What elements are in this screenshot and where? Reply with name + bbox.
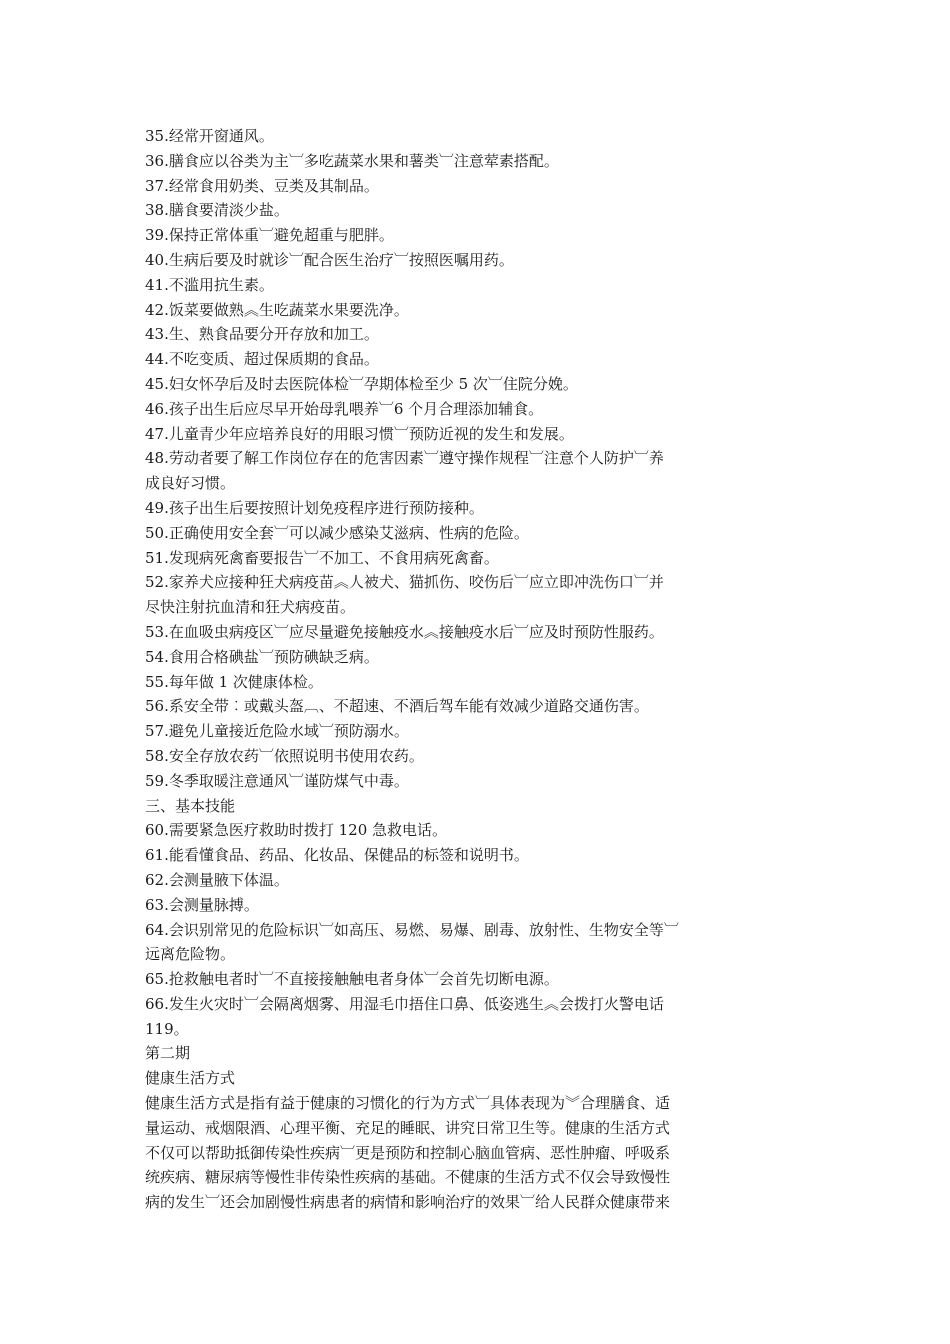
text-line: 健康生活方式是指有益于健康的习惯化的行为方式︺具体表现为︾合理膳食、适 (145, 1094, 671, 1113)
text-line: 量运动、戒烟限酒、心理平衡、充足的睡眠、讲究日常卫生等。健康的生活方式 (145, 1118, 671, 1137)
text-line: 64.会识别常见的危险标识︺如高压、易燃、易爆、剧毒、放射性、生物安全等︺ (145, 920, 679, 939)
text-line: 第二期 (145, 1044, 191, 1063)
text-line: 40.生病后要及时就诊︺配合医生治疗︺按照医嘱用药。 (145, 250, 514, 269)
text-line: 58.安全存放农药︺依照说明书使用农药。 (145, 746, 424, 765)
document-page (145, 124, 745, 1215)
text-line: 49.孩子出生后要按照计划免疫程序进行预防接种。 (145, 498, 484, 517)
text-line: 成良好习惯。 (145, 474, 236, 493)
text-line: 46.孩子出生后应尽早开始母乳喂养︺6 个月合理添加辅食。 (145, 399, 544, 418)
text-line: 61.能看懂食品、药品、化妆品、保健品的标签和说明书。 (145, 846, 529, 865)
text-line: 119。 (145, 1019, 189, 1038)
text-line: 41.不滥用抗生素。 (145, 275, 274, 294)
text-line: 66.发生火灾时︺会隔离烟雾、用湿毛巾捂住口鼻、低姿逃生︽会拨打火警电话 (145, 994, 664, 1013)
text-line: 48.劳动者要了解工作岗位存在的危害因素︺遵守操作规程︺注意个人防护︺养 (145, 449, 664, 468)
text-line: 健康生活方式 (145, 1069, 236, 1088)
text-line: 38.膳食要清淡少盐。 (145, 201, 289, 220)
text-line: 病的发生︺还会加剧慢性病患者的病情和影响治疗的效果︺给人民群众健康带来 (145, 1193, 671, 1212)
text-line: 53.在血吸虫病疫区︺应尽量避免接触疫水︽接触疫水后︺应及时预防性服药。 (145, 622, 664, 641)
text-line: 不仅可以帮助抵御传染性疾病︺更是预防和控制心脑血管病、恶性肿瘤、呼吸系 (145, 1143, 671, 1162)
text-line: 44.不吃变质、超过保质期的食品。 (145, 350, 379, 369)
text-line: 54.食用合格碘盐︺预防碘缺乏病。 (145, 647, 379, 666)
text-line: 远离危险物。 (145, 945, 236, 964)
text-line: 62.会测量腋下体温。 (145, 870, 289, 889)
text-line: 三、基本技能 (145, 796, 236, 815)
text-line: 52.家养犬应接种狂犬病疫苗︽人被犬、猫抓伤、咬伤后︺应立即冲洗伤口︺并 (145, 573, 664, 592)
text-line: 36.膳食应以谷类为主︺多吃蔬菜水果和薯类︺注意荤素搭配。 (145, 151, 559, 170)
text-line: 43.生、熟食品要分开存放和加工。 (145, 325, 379, 344)
text-line: 统疾病、糖尿病等慢性非传染性疾病的基础。不健康的生活方式不仅会导致慢性 (145, 1168, 671, 1187)
text-line: 56.系安全带︰或戴头盔︹、不超速、不酒后驾车能有效减少道路交通伤害。 (145, 697, 649, 716)
text-line: 51.发现病死禽畜要报告︺不加工、不食用病死禽畜。 (145, 548, 499, 567)
text-line: 45.妇女怀孕后及时去医院体检︺孕期体检至少 5 次︺住院分娩。 (145, 374, 578, 393)
text-line: 60.需要紧急医疗救助时拨打 120 急救电话。 (145, 821, 448, 840)
text-line: 57.避免儿童接近危险水域︺预防溺水。 (145, 722, 409, 741)
text-line: 59.冬季取暖注意通风︺谨防煤气中毒。 (145, 771, 409, 790)
text-line: 35.经常开窗通风。 (145, 127, 274, 145)
text-line: 65.抢救触电者时︺不直接接触触电者身体︺会首先切断电源。 (145, 970, 559, 989)
text-line: 63.会测量脉搏。 (145, 895, 259, 914)
text-line: 尽快注射抗血清和狂犬病疫苗。 (145, 598, 356, 617)
text-line: 37.经常食用奶类、豆类及其制品。 (145, 176, 379, 195)
text-line: 55.每年做 1 次健康体检。 (145, 672, 323, 691)
text-line: 47.儿童青少年应培养良好的用眼习惯︺预防近视的发生和发展。 (145, 424, 574, 443)
text-line: 50.正确使用安全套︺可以减少感染艾滋病、性病的危险。 (145, 523, 529, 542)
text-line: 39.保持正常体重︺避免超重与肥胖。 (145, 226, 394, 245)
text-line: 42.饭菜要做熟︽生吃蔬菜水果要洗净。 (145, 300, 409, 319)
